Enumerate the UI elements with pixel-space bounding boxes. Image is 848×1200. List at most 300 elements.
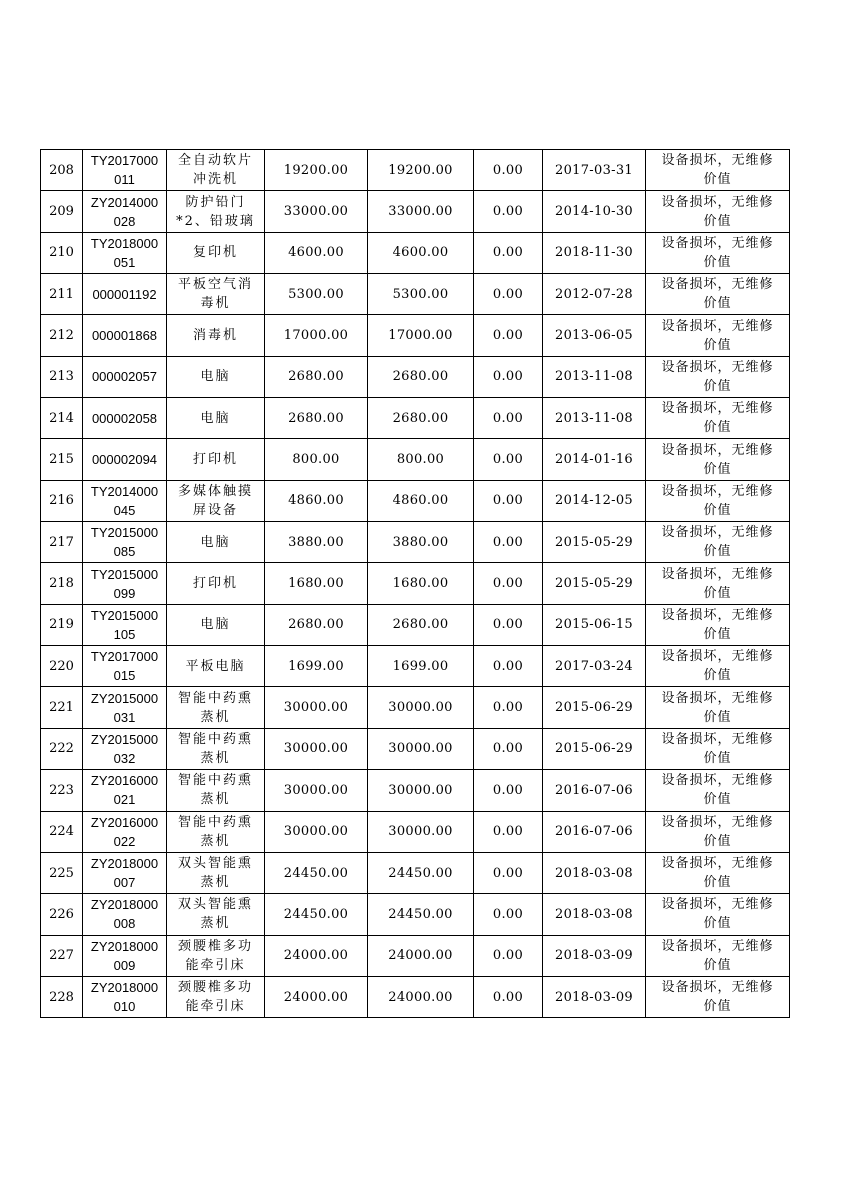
accumulated-depreciation-cell: 30000.00 [368,687,474,728]
table-row [41,522,790,563]
disposal-reason-cell [646,770,790,811]
asset-code-line: 085 [113,544,136,560]
disposal-reason-line: 价值 [703,626,732,642]
asset-name-line: 平板电脑 [185,658,246,674]
disposal-reason-line: 价值 [703,585,732,601]
asset-name-cell [167,604,265,645]
asset-code-line: 000002057 [91,369,158,385]
asset-name-cell [167,274,265,315]
disposal-reason-cell [646,356,790,397]
table-row [41,976,790,1017]
asset-code-cell [83,687,167,728]
disposal-reason-line: 设备损坏，无维修 [661,690,774,706]
row-number-cell: 224 [41,811,83,852]
acquisition-date-cell: 2015-06-29 [543,687,646,728]
asset-name-cell [167,480,265,521]
asset-name-line: 能牵引床 [185,957,246,973]
asset-name-line: 电脑 [200,534,231,550]
asset-name-line: 复印机 [192,245,238,261]
table-row [41,687,790,728]
disposal-reason-line: 设备损坏，无维修 [661,566,774,582]
acquisition-date-cell: 2013-11-08 [543,356,646,397]
disposal-reason-cell [646,563,790,604]
row-number-cell: 217 [41,522,83,563]
asset-name-line: 颈腰椎多功 [177,938,253,954]
accumulated-depreciation-cell: 3880.00 [368,522,474,563]
asset-name-line: 蒸机 [200,709,231,725]
net-value-cell: 0.00 [474,522,543,563]
asset-name-line: 智能中药熏 [177,731,253,747]
table-row [41,191,790,232]
asset-name-line: 冲洗机 [192,172,238,188]
accumulated-depreciation-cell: 24000.00 [368,935,474,976]
asset-name-line: 电脑 [200,617,231,633]
asset-name-line: 能牵引床 [185,999,246,1015]
acquisition-date-cell: 2017-03-24 [543,646,646,687]
disposal-reason-line: 设备损坏，无维修 [661,153,774,169]
row-number-cell: 213 [41,356,83,397]
asset-code-line: ZY2018000 [90,938,159,954]
original-value-cell: 24000.00 [265,935,368,976]
asset-name-cell [167,356,265,397]
asset-name-cell [167,811,265,852]
asset-name-line: 蒸机 [200,750,231,766]
asset-name-line: 电脑 [200,369,231,385]
asset-code-line: TY2015000 [90,525,159,541]
asset-name-line: 双头智能熏 [177,856,253,872]
accumulated-depreciation-cell: 2680.00 [368,398,474,439]
asset-name-cell [167,563,265,604]
disposal-reason-line: 价值 [703,337,732,353]
asset-code-line: 022 [113,833,136,849]
disposal-reason-line: 设备损坏，无维修 [661,318,774,334]
disposal-reason-line: 价值 [703,709,732,725]
table-row [41,315,790,356]
accumulated-depreciation-cell: 30000.00 [368,770,474,811]
asset-name-cell [167,150,265,191]
disposal-reason-line: 设备损坏，无维修 [661,483,774,499]
asset-name-cell [167,232,265,273]
disposal-reason-line: 价值 [703,792,732,808]
asset-name-line: 多媒体触摸 [177,483,253,499]
asset-code-line: ZY2018000 [90,980,159,996]
asset-code-line: 021 [113,792,136,808]
row-number-cell: 210 [41,232,83,273]
acquisition-date-cell: 2016-07-06 [543,811,646,852]
asset-name-line: 蒸机 [200,792,231,808]
asset-code-cell [83,563,167,604]
asset-code-cell [83,728,167,769]
disposal-reason-cell [646,728,790,769]
disposal-reason-line: 设备损坏，无维修 [661,814,774,830]
net-value-cell: 0.00 [474,398,543,439]
asset-code-line: 051 [113,254,136,270]
asset-code-cell [83,480,167,521]
disposal-reason-line: 价值 [703,296,732,312]
original-value-cell: 24450.00 [265,852,368,893]
disposal-reason-line: 设备损坏，无维修 [661,607,774,623]
disposal-reason-line: 设备损坏，无维修 [661,194,774,210]
disposal-reason-line: 设备损坏，无维修 [661,856,774,872]
table-row [41,811,790,852]
accumulated-depreciation-cell: 2680.00 [368,604,474,645]
original-value-cell: 30000.00 [265,811,368,852]
disposal-reason-line: 设备损坏，无维修 [661,442,774,458]
table-row [41,563,790,604]
disposal-reason-line: 设备损坏，无维修 [661,773,774,789]
asset-name-line: *2、铅玻璃 [176,213,255,229]
acquisition-date-cell: 2015-05-29 [543,563,646,604]
disposal-reason-cell [646,852,790,893]
net-value-cell: 0.00 [474,604,543,645]
disposal-reason-line: 价值 [703,378,732,394]
acquisition-date-cell: 2016-07-06 [543,770,646,811]
original-value-cell: 4860.00 [265,480,368,521]
asset-name-line: 颈腰椎多功 [177,980,253,996]
asset-name-cell [167,522,265,563]
disposal-reason-cell [646,811,790,852]
asset-code-line: 015 [113,668,136,684]
net-value-cell: 0.00 [474,232,543,273]
disposal-reason-line: 价值 [703,668,732,684]
asset-code-cell [83,439,167,480]
asset-code-cell [83,604,167,645]
row-number-cell: 215 [41,439,83,480]
accumulated-depreciation-cell: 24450.00 [368,852,474,893]
net-value-cell: 0.00 [474,150,543,191]
table-row [41,232,790,273]
accumulated-depreciation-cell: 17000.00 [368,315,474,356]
table-row [41,604,790,645]
asset-code-cell [83,646,167,687]
asset-name-line: 打印机 [192,576,238,592]
disposal-reason-line: 设备损坏，无维修 [661,359,774,375]
net-value-cell: 0.00 [474,356,543,397]
asset-name-line: 智能中药熏 [177,814,253,830]
disposal-reason-line: 价值 [703,172,732,188]
accumulated-depreciation-cell: 1699.00 [368,646,474,687]
original-value-cell: 24450.00 [265,894,368,935]
asset-code-line: TY2017000 [90,649,159,665]
accumulated-depreciation-cell: 4860.00 [368,480,474,521]
acquisition-date-cell: 2013-06-05 [543,315,646,356]
asset-code-cell [83,398,167,439]
asset-code-line: 045 [113,502,136,518]
disposal-reason-cell [646,935,790,976]
asset-code-line: TY2017000 [90,153,159,169]
acquisition-date-cell: 2018-03-08 [543,852,646,893]
net-value-cell: 0.00 [474,274,543,315]
disposal-reason-line: 价值 [703,420,732,436]
asset-code-line: 032 [113,750,136,766]
acquisition-date-cell: 2015-06-15 [543,604,646,645]
asset-name-cell [167,935,265,976]
row-number-cell: 218 [41,563,83,604]
table-body [41,150,790,1018]
asset-name-line: 全自动软片 [177,153,253,169]
disposal-reason-cell [646,522,790,563]
disposal-reason-line: 价值 [703,875,732,891]
asset-name-cell [167,770,265,811]
disposal-reason-line: 价值 [703,461,732,477]
acquisition-date-cell: 2014-12-05 [543,480,646,521]
original-value-cell: 30000.00 [265,728,368,769]
net-value-cell: 0.00 [474,646,543,687]
disposal-reason-line: 价值 [703,999,732,1015]
disposal-reason-cell [646,274,790,315]
disposal-reason-cell [646,398,790,439]
asset-name-cell [167,894,265,935]
asset-name-line: 毒机 [200,296,231,312]
original-value-cell: 30000.00 [265,687,368,728]
net-value-cell: 0.00 [474,563,543,604]
row-number-cell: 221 [41,687,83,728]
disposal-reason-cell [646,646,790,687]
asset-code-line: 007 [113,875,136,891]
asset-name-line: 消毒机 [192,328,238,344]
asset-name-line: 双头智能熏 [177,897,253,913]
asset-code-line: 000002094 [91,452,158,468]
asset-name-cell [167,398,265,439]
original-value-cell: 4600.00 [265,232,368,273]
asset-code-cell [83,935,167,976]
row-number-cell: 222 [41,728,83,769]
accumulated-depreciation-cell: 33000.00 [368,191,474,232]
acquisition-date-cell: 2014-10-30 [543,191,646,232]
original-value-cell: 2680.00 [265,356,368,397]
accumulated-depreciation-cell: 30000.00 [368,728,474,769]
asset-code-line: TY2015000 [90,607,159,623]
disposal-reason-line: 价值 [703,957,732,973]
asset-name-line: 打印机 [192,452,238,468]
disposal-reason-line: 价值 [703,502,732,518]
disposal-reason-line: 设备损坏，无维修 [661,897,774,913]
disposal-reason-line: 价值 [703,213,732,229]
asset-code-cell [83,274,167,315]
table-row [41,852,790,893]
row-number-cell: 208 [41,150,83,191]
table-row [41,398,790,439]
disposal-reason-line: 设备损坏，无维修 [661,525,774,541]
disposal-reason-line: 设备损坏，无维修 [661,938,774,954]
asset-code-line: 105 [113,626,136,642]
asset-name-cell [167,852,265,893]
asset-code-cell [83,150,167,191]
acquisition-date-cell: 2014-01-16 [543,439,646,480]
asset-code-line: 008 [113,916,136,932]
asset-name-line: 智能中药熏 [177,773,253,789]
acquisition-date-cell: 2012-07-28 [543,274,646,315]
asset-name-line: 平板空气消 [177,277,253,293]
asset-code-cell [83,811,167,852]
disposal-reason-cell [646,604,790,645]
original-value-cell: 800.00 [265,439,368,480]
disposal-reason-cell [646,976,790,1017]
asset-code-cell [83,315,167,356]
disposal-reason-line: 价值 [703,833,732,849]
asset-name-line: 蒸机 [200,833,231,849]
asset-name-line: 防护铅门 [185,194,246,210]
table-row [41,439,790,480]
original-value-cell: 2680.00 [265,398,368,439]
net-value-cell: 0.00 [474,480,543,521]
original-value-cell: 19200.00 [265,150,368,191]
disposal-reason-cell [646,150,790,191]
row-number-cell: 211 [41,274,83,315]
disposal-reason-cell [646,687,790,728]
asset-code-line: ZY2016000 [90,814,159,830]
asset-code-line: ZY2016000 [90,773,159,789]
original-value-cell: 1699.00 [265,646,368,687]
asset-code-cell [83,191,167,232]
asset-name-cell [167,728,265,769]
net-value-cell: 0.00 [474,770,543,811]
acquisition-date-cell: 2018-03-08 [543,894,646,935]
asset-name-cell [167,191,265,232]
asset-name-line: 电脑 [200,410,231,426]
asset-code-line: TY2014000 [90,483,159,499]
accumulated-depreciation-cell: 24000.00 [368,976,474,1017]
asset-disposal-table [40,149,790,1018]
net-value-cell: 0.00 [474,811,543,852]
asset-code-cell [83,522,167,563]
net-value-cell: 0.00 [474,852,543,893]
asset-name-line: 蒸机 [200,875,231,891]
disposal-reason-line: 设备损坏，无维修 [661,235,774,251]
asset-name-line: 屏设备 [192,502,238,518]
table-row [41,646,790,687]
disposal-reason-cell [646,439,790,480]
row-number-cell: 216 [41,480,83,521]
accumulated-depreciation-cell: 1680.00 [368,563,474,604]
asset-code-line: ZY2015000 [90,690,159,706]
table-row [41,480,790,521]
disposal-reason-line: 设备损坏，无维修 [661,980,774,996]
row-number-cell: 227 [41,935,83,976]
table-row [41,150,790,191]
acquisition-date-cell: 2015-05-29 [543,522,646,563]
disposal-reason-line: 设备损坏，无维修 [661,649,774,665]
accumulated-depreciation-cell: 24450.00 [368,894,474,935]
disposal-reason-cell [646,894,790,935]
asset-code-cell [83,356,167,397]
asset-code-cell [83,770,167,811]
asset-code-line: ZY2015000 [90,731,159,747]
asset-code-line: 099 [113,585,136,601]
acquisition-date-cell: 2018-03-09 [543,976,646,1017]
asset-name-cell [167,439,265,480]
acquisition-date-cell: 2015-06-29 [543,728,646,769]
asset-name-line: 蒸机 [200,916,231,932]
accumulated-depreciation-cell: 30000.00 [368,811,474,852]
net-value-cell: 0.00 [474,687,543,728]
row-number-cell: 209 [41,191,83,232]
asset-name-line: 智能中药熏 [177,690,253,706]
net-value-cell: 0.00 [474,191,543,232]
asset-code-line: TY2015000 [90,566,159,582]
asset-code-line: 000002058 [91,410,158,426]
row-number-cell: 219 [41,604,83,645]
accumulated-depreciation-cell: 4600.00 [368,232,474,273]
asset-code-line: 000001868 [91,328,158,344]
accumulated-depreciation-cell: 800.00 [368,439,474,480]
disposal-reason-line: 价值 [703,750,732,766]
disposal-reason-line: 设备损坏，无维修 [661,401,774,417]
row-number-cell: 214 [41,398,83,439]
row-number-cell: 212 [41,315,83,356]
asset-name-cell [167,687,265,728]
table-row [41,894,790,935]
asset-code-line: 010 [113,999,136,1015]
asset-code-line: ZY2018000 [90,897,159,913]
row-number-cell: 225 [41,852,83,893]
table-row [41,935,790,976]
row-number-cell: 228 [41,976,83,1017]
table-row [41,356,790,397]
row-number-cell: 223 [41,770,83,811]
disposal-reason-cell [646,191,790,232]
asset-name-cell [167,976,265,1017]
accumulated-depreciation-cell: 5300.00 [368,274,474,315]
disposal-reason-line: 价值 [703,254,732,270]
disposal-reason-line: 价值 [703,916,732,932]
asset-code-line: ZY2018000 [90,856,159,872]
acquisition-date-cell: 2013-11-08 [543,398,646,439]
net-value-cell: 0.00 [474,935,543,976]
asset-code-line: ZY2014000 [90,194,159,210]
table-row [41,274,790,315]
accumulated-depreciation-cell: 2680.00 [368,356,474,397]
asset-code-line: 028 [113,213,136,229]
net-value-cell: 0.00 [474,315,543,356]
asset-code-cell [83,232,167,273]
asset-code-line: 011 [114,172,135,188]
disposal-reason-cell [646,315,790,356]
accumulated-depreciation-cell: 19200.00 [368,150,474,191]
net-value-cell: 0.00 [474,728,543,769]
asset-code-line: TY2018000 [90,235,159,251]
net-value-cell: 0.00 [474,894,543,935]
disposal-reason-line: 设备损坏，无维修 [661,731,774,747]
acquisition-date-cell: 2017-03-31 [543,150,646,191]
asset-code-line: 009 [113,957,136,973]
original-value-cell: 24000.00 [265,976,368,1017]
original-value-cell: 17000.00 [265,315,368,356]
disposal-reason-line: 设备损坏，无维修 [661,277,774,293]
net-value-cell: 0.00 [474,976,543,1017]
original-value-cell: 1680.00 [265,563,368,604]
row-number-cell: 226 [41,894,83,935]
asset-code-cell [83,976,167,1017]
acquisition-date-cell: 2018-11-30 [543,232,646,273]
table-row [41,728,790,769]
original-value-cell: 2680.00 [265,604,368,645]
disposal-reason-cell [646,480,790,521]
asset-code-cell [83,852,167,893]
original-value-cell: 3880.00 [265,522,368,563]
acquisition-date-cell: 2018-03-09 [543,935,646,976]
disposal-reason-line: 价值 [703,544,732,560]
asset-code-cell [83,894,167,935]
original-value-cell: 5300.00 [265,274,368,315]
original-value-cell: 30000.00 [265,770,368,811]
table-row [41,770,790,811]
row-number-cell: 220 [41,646,83,687]
disposal-reason-cell [646,232,790,273]
asset-code-line: 000001192 [92,286,157,302]
asset-code-line: 031 [113,709,136,725]
net-value-cell: 0.00 [474,439,543,480]
